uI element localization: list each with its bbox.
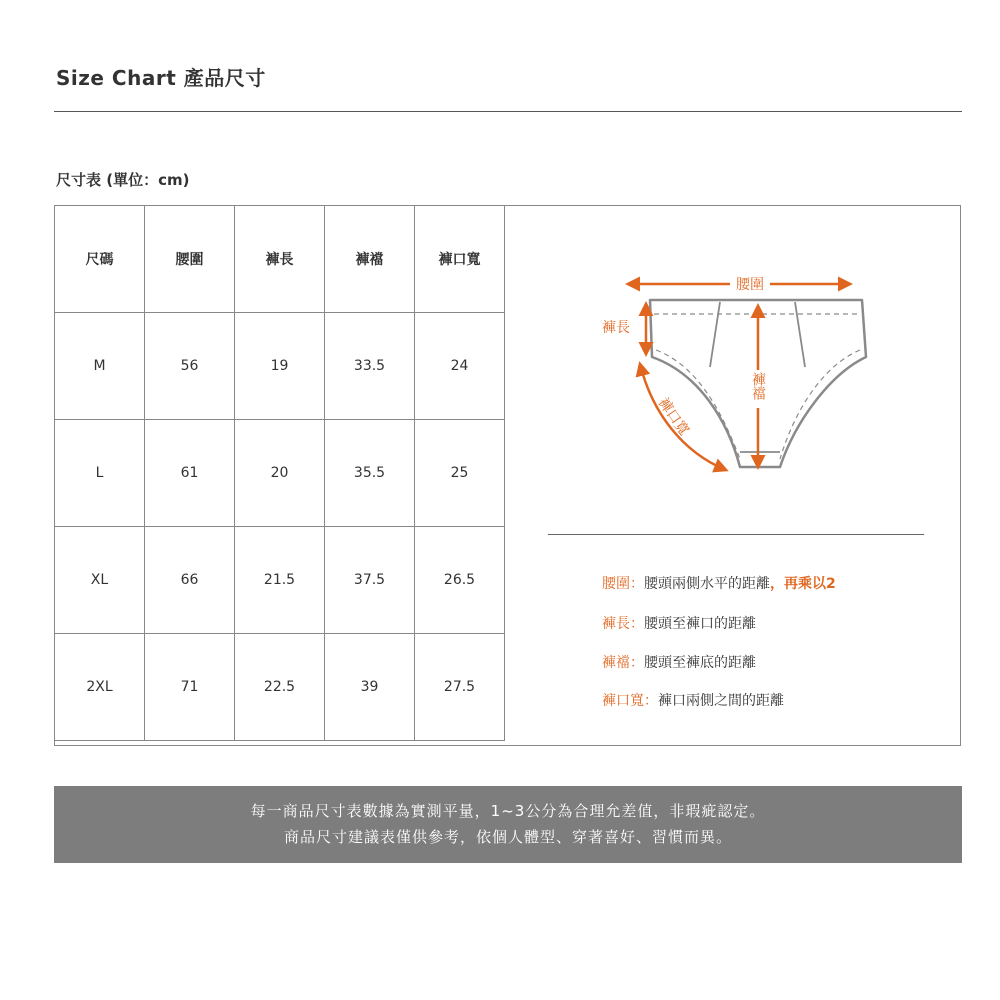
table-row <box>55 313 505 420</box>
table-cell: 24 <box>415 313 505 420</box>
table-cell: XL <box>55 527 145 634</box>
table-cell: 2XL <box>55 634 145 741</box>
table-cell: 37.5 <box>325 527 415 634</box>
briefs-measurement-diagram <box>590 262 890 487</box>
column-header: 腰圍 <box>145 206 235 313</box>
legend-term: 褲長 <box>602 616 630 632</box>
table-cell: 22.5 <box>235 634 325 741</box>
table-cell: 26.5 <box>415 527 505 634</box>
notice-line: 每一商品尺寸表數據為實測平量，1~3公分為合理允差值，非瑕疵認定。 <box>250 802 766 820</box>
table-row <box>55 634 505 741</box>
page-title: Size Chart 產品尺寸 <box>56 66 266 90</box>
legend-separator: ： <box>644 693 658 709</box>
table-cell: L <box>55 420 145 527</box>
legend-item-leg-opening <box>602 690 784 710</box>
column-header: 褲口寬 <box>415 206 505 313</box>
table-cell: 71 <box>145 634 235 741</box>
table-row <box>55 420 505 527</box>
legend-item-rise <box>602 652 756 672</box>
legend-item-waist <box>602 573 836 593</box>
legend-term: 褲襠 <box>602 655 630 671</box>
waist-label: 腰圍 <box>736 277 764 293</box>
legend-separator: ： <box>630 616 644 632</box>
column-header: 褲襠 <box>325 206 415 313</box>
table-cell: 33.5 <box>325 313 415 420</box>
table-cell: 39 <box>325 634 415 741</box>
table-header-row <box>55 206 505 313</box>
table-cell: 61 <box>145 420 235 527</box>
table-cell: 21.5 <box>235 527 325 634</box>
table-cell: 25 <box>415 420 505 527</box>
notice-line: 商品尺寸建議表僅供參考，依個人體型、穿著喜好、習慣而異。 <box>283 828 732 846</box>
legend-description: 腰頭至褲口的距離 <box>644 616 756 632</box>
legend-description: 褲口兩側之間的距離 <box>658 693 784 709</box>
column-header: 尺碼 <box>55 206 145 313</box>
legend-term: 褲口寬 <box>602 693 644 709</box>
length-label: 褲長 <box>602 320 630 336</box>
legend-separator: ： <box>630 576 644 592</box>
legend-item-length <box>602 613 756 633</box>
unit-label: 尺寸表 (單位：cm) <box>56 171 190 189</box>
title-divider <box>54 111 962 112</box>
legend-description: 腰頭兩側水平的距離 <box>644 576 770 592</box>
legend-separator: ： <box>630 655 644 671</box>
table-cell: 56 <box>145 313 235 420</box>
notice-banner <box>54 786 962 863</box>
table-cell: 20 <box>235 420 325 527</box>
size-table <box>54 205 505 741</box>
legend-emphasis: ，再乘以2 <box>770 576 836 592</box>
table-cell: 19 <box>235 313 325 420</box>
table-cell: 66 <box>145 527 235 634</box>
table-cell: M <box>55 313 145 420</box>
leg-opening-label: 褲口寬 <box>654 395 692 439</box>
table-row <box>55 527 505 634</box>
legend-description: 腰頭至褲底的距離 <box>644 655 756 671</box>
column-header: 褲長 <box>235 206 325 313</box>
legend-term: 腰圍 <box>602 576 630 592</box>
legend-divider <box>548 534 924 535</box>
rise-label: 褲襠 <box>750 372 766 400</box>
table-cell: 27.5 <box>415 634 505 741</box>
table-cell: 35.5 <box>325 420 415 527</box>
